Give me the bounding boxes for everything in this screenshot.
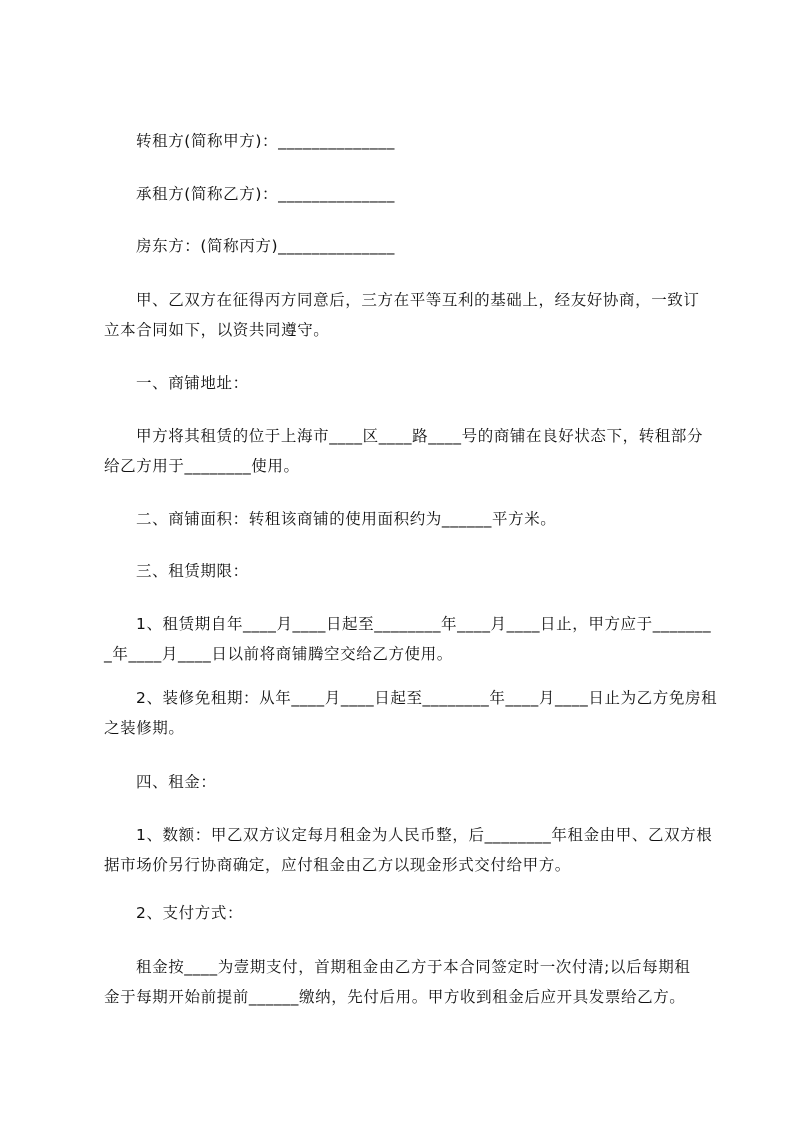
section-4-item-1: 1、数额：甲乙双方议定每月租金为人民币整，后________年租金由甲、乙双方根 据市场价另行协商确定，应付租金由乙方以现金形式交付给甲方。 [104, 826, 713, 874]
section-3-heading: 三、租赁期限： [136, 562, 249, 580]
section-4-heading: 四、租金： [136, 773, 217, 791]
section-1-heading: 一、商铺地址： [136, 374, 249, 392]
sublessor-line: 转租方(简称甲方)：______________ [136, 132, 395, 150]
intro-paragraph: 甲、乙双方在征得丙方同意后，三方在平等互利的基础上，经友好协商，一致订 立本合同如下，以资共同遵守。 [104, 291, 700, 339]
section-4-item-2-heading: 2、支付方式： [136, 904, 244, 922]
section-1-body: 甲方将其租赁的位于上海市____区____路____号的商铺在良好状态下，转租部分 给乙方用于________使用。 [104, 427, 704, 475]
section-4-item-2-body: 租金按____为壹期支付，首期租金由乙方于本合同签定时一次付清;以后每期租 金于每期开始前提前______缴纳，先付后用。甲方收到租金后应开具发票给乙方。 [104, 958, 691, 1006]
section-3-item-1: 1、租赁期自年____月____日起至________年____月____日止，甲方应于_______ _年____月____日以前将商铺腾空交给乙方使用。 [104, 615, 712, 663]
section-2-heading: 二、商铺面积：转租该商铺的使用面积约为______平方米。 [136, 510, 557, 528]
landlord-line: 房东方：(简称丙方)______________ [136, 237, 395, 255]
section-3-item-2: 2、装修免租期：从年____月____日起至________年____月____日止为乙方免房租 之装修期。 [104, 689, 718, 737]
sublessee-line: 承租方(简称乙方)：______________ [136, 185, 395, 203]
